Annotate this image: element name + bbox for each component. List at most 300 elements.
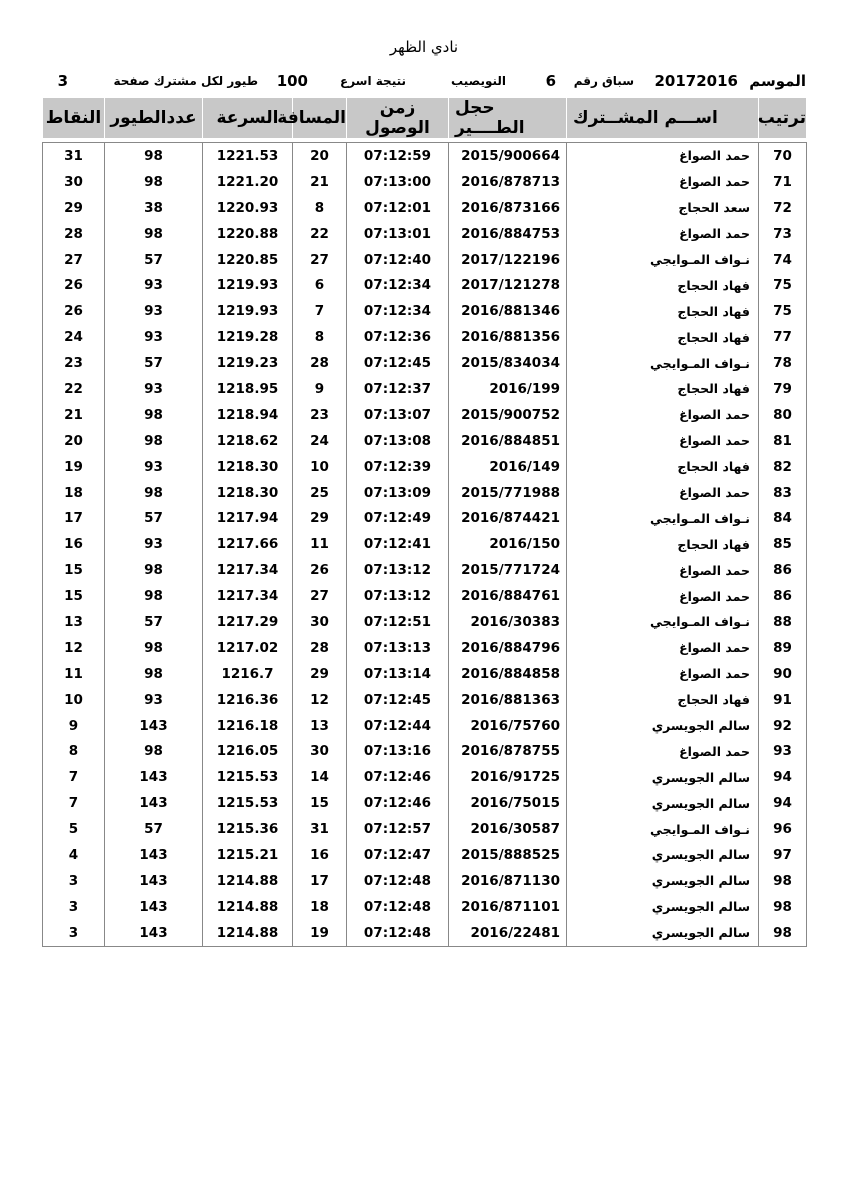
points-cell: 15	[43, 583, 105, 609]
birds-cell: 93	[105, 687, 203, 713]
points-cell: 3	[43, 868, 105, 894]
distance-cell: 28	[293, 350, 347, 376]
ring-cell: 2016/878713	[449, 169, 567, 195]
points-cell: 27	[43, 247, 105, 273]
arrival-time-cell: 07:12:46	[347, 790, 449, 816]
arrival-time-cell: 07:13:16	[347, 738, 449, 764]
speed-cell: 1218.30	[203, 480, 293, 506]
distance-cell: 25	[293, 480, 347, 506]
points-cell: 17	[43, 505, 105, 531]
ring-cell: 2016/199	[449, 376, 567, 402]
speed-cell: 1216.36	[203, 687, 293, 713]
distance-cell: 19	[293, 920, 347, 946]
rank-cell: 84	[759, 505, 807, 531]
table-row	[43, 402, 807, 428]
ring-cell: 2016/30587	[449, 816, 567, 842]
ring-cell: 2015/888525	[449, 842, 567, 868]
ring-cell: 2016/884796	[449, 635, 567, 661]
birds-cell: 98	[105, 480, 203, 506]
birds-cell: 98	[105, 428, 203, 454]
table-row	[43, 816, 807, 842]
member-name-cell: سالم الجويسري	[567, 868, 759, 894]
table-row	[43, 505, 807, 531]
distance-cell: 13	[293, 713, 347, 739]
distance-cell: 16	[293, 842, 347, 868]
distance-cell: 30	[293, 609, 347, 635]
speed-cell: 1214.88	[203, 894, 293, 920]
rank-cell: 97	[759, 842, 807, 868]
arrival-time-cell: 07:12:48	[347, 920, 449, 946]
rank-cell: 94	[759, 764, 807, 790]
birds-cell: 57	[105, 609, 203, 635]
distance-cell: 7	[293, 298, 347, 324]
speed-cell: 1218.62	[203, 428, 293, 454]
points-cell: 10	[43, 687, 105, 713]
table-row	[43, 454, 807, 480]
season-value: 20172016	[654, 72, 738, 90]
distance-cell: 21	[293, 169, 347, 195]
speed-cell: 1215.36	[203, 816, 293, 842]
ring-cell: 2016/30383	[449, 609, 567, 635]
points-cell: 8	[43, 738, 105, 764]
birds-cell: 98	[105, 635, 203, 661]
speed-cell: 1221.20	[203, 169, 293, 195]
col-birds: عددالطيور	[105, 98, 203, 139]
birds-cell: 143	[105, 842, 203, 868]
ring-cell: 2016/149	[449, 454, 567, 480]
birds-cell: 93	[105, 531, 203, 557]
birds-cell: 98	[105, 583, 203, 609]
arrival-time-cell: 07:13:01	[347, 221, 449, 247]
birds-cell: 98	[105, 738, 203, 764]
table-row	[43, 531, 807, 557]
ring-cell: 2016/884753	[449, 221, 567, 247]
points-cell: 18	[43, 480, 105, 506]
birds-cell: 93	[105, 298, 203, 324]
birds-cell: 98	[105, 221, 203, 247]
rank-cell: 94	[759, 790, 807, 816]
table-row	[43, 221, 807, 247]
speed-cell: 1215.21	[203, 842, 293, 868]
arrival-time-cell: 07:12:51	[347, 609, 449, 635]
rank-cell: 70	[759, 143, 807, 169]
member-name-cell: حمد الصواغ	[567, 143, 759, 169]
arrival-time-cell: 07:12:44	[347, 713, 449, 739]
rank-cell: 79	[759, 376, 807, 402]
arrival-time-cell: 07:13:14	[347, 661, 449, 687]
points-cell: 20	[43, 428, 105, 454]
col-ring: حجل الطــــير	[449, 98, 567, 139]
result-label: نتيجة اسرع	[340, 74, 406, 88]
birds-cell: 38	[105, 195, 203, 221]
arrival-time-cell: 07:12:01	[347, 195, 449, 221]
rank-cell: 98	[759, 894, 807, 920]
distance-cell: 9	[293, 376, 347, 402]
rank-cell: 98	[759, 868, 807, 894]
table-row	[43, 609, 807, 635]
rank-cell: 96	[759, 816, 807, 842]
member-name-cell: سالم الجويسري	[567, 713, 759, 739]
member-name-cell: حمد الصواغ	[567, 557, 759, 583]
member-name-cell: فهاد الحجاج	[567, 687, 759, 713]
rank-cell: 81	[759, 428, 807, 454]
speed-cell: 1216.7	[203, 661, 293, 687]
ring-cell: 2016/150	[449, 531, 567, 557]
distance-cell: 27	[293, 583, 347, 609]
table-row	[43, 298, 807, 324]
birds-cell: 57	[105, 505, 203, 531]
ring-cell: 2015/834034	[449, 350, 567, 376]
ring-cell: 2015/771988	[449, 480, 567, 506]
ring-cell: 2016/884851	[449, 428, 567, 454]
table-row	[43, 738, 807, 764]
points-cell: 21	[43, 402, 105, 428]
points-cell: 5	[43, 816, 105, 842]
member-name-cell: فهاد الحجاج	[567, 376, 759, 402]
arrival-time-cell: 07:12:36	[347, 324, 449, 350]
points-cell: 3	[43, 894, 105, 920]
rank-cell: 91	[759, 687, 807, 713]
member-name-cell: نـواف المـوايجي	[567, 350, 759, 376]
col-points: النقاط	[43, 98, 105, 139]
points-cell: 16	[43, 531, 105, 557]
member-name-cell: فهاد الحجاج	[567, 272, 759, 298]
arrival-time-cell: 07:12:34	[347, 272, 449, 298]
ring-cell: 2015/900752	[449, 402, 567, 428]
distance-cell: 12	[293, 687, 347, 713]
rank-cell: 90	[759, 661, 807, 687]
ring-cell: 2016/884761	[449, 583, 567, 609]
rank-cell: 72	[759, 195, 807, 221]
arrival-time-cell: 07:13:08	[347, 428, 449, 454]
table-row	[43, 350, 807, 376]
table-row	[43, 247, 807, 273]
rank-cell: 75	[759, 298, 807, 324]
table-row	[43, 661, 807, 687]
points-cell: 9	[43, 713, 105, 739]
ring-cell: 2016/874421	[449, 505, 567, 531]
points-cell: 31	[43, 143, 105, 169]
member-name-cell: حمد الصواغ	[567, 635, 759, 661]
col-distance: المسافة	[293, 98, 347, 139]
table-row	[43, 557, 807, 583]
speed-cell: 1214.88	[203, 868, 293, 894]
speed-cell: 1218.30	[203, 454, 293, 480]
table-row	[43, 842, 807, 868]
member-name-cell: حمد الصواغ	[567, 402, 759, 428]
arrival-time-cell: 07:12:59	[347, 143, 449, 169]
rank-cell: 71	[759, 169, 807, 195]
ring-cell: 2016/91725	[449, 764, 567, 790]
rank-cell: 86	[759, 557, 807, 583]
table-row	[43, 272, 807, 298]
table-row	[43, 143, 807, 169]
per-member-label: طيور لكل مشترك صفحة	[113, 74, 258, 88]
arrival-time-cell: 07:12:41	[347, 531, 449, 557]
speed-cell: 1220.85	[203, 247, 293, 273]
member-name-cell: حمد الصواغ	[567, 583, 759, 609]
member-name-cell: نـواف المـوايجي	[567, 609, 759, 635]
table-row	[43, 635, 807, 661]
speed-cell: 1215.53	[203, 790, 293, 816]
birds-cell: 143	[105, 713, 203, 739]
season-label: الموسم	[749, 72, 806, 90]
arrival-time-cell: 07:12:47	[347, 842, 449, 868]
speed-cell: 1220.88	[203, 221, 293, 247]
points-cell: 7	[43, 790, 105, 816]
points-cell: 15	[43, 557, 105, 583]
table-row	[43, 480, 807, 506]
speed-cell: 1218.94	[203, 402, 293, 428]
ring-cell: 2016/75760	[449, 713, 567, 739]
distance-cell: 22	[293, 221, 347, 247]
table-row	[43, 376, 807, 402]
birds-cell: 98	[105, 661, 203, 687]
member-name-cell: فهاد الحجاج	[567, 454, 759, 480]
member-name-cell: حمد الصواغ	[567, 738, 759, 764]
birds-cell: 143	[105, 868, 203, 894]
arrival-time-cell: 07:12:40	[347, 247, 449, 273]
arrival-time-cell: 07:12:57	[347, 816, 449, 842]
arrival-time-cell: 07:12:39	[347, 454, 449, 480]
table-row	[43, 713, 807, 739]
table-row	[43, 790, 807, 816]
ring-cell: 2016/75015	[449, 790, 567, 816]
ring-cell: 2017/122196	[449, 247, 567, 273]
points-cell: 28	[43, 221, 105, 247]
speed-cell: 1217.66	[203, 531, 293, 557]
birds-cell: 143	[105, 894, 203, 920]
rank-cell: 75	[759, 272, 807, 298]
birds-cell: 98	[105, 169, 203, 195]
speed-cell: 1220.93	[203, 195, 293, 221]
rank-cell: 92	[759, 713, 807, 739]
results-table	[42, 97, 807, 947]
ring-cell: 2016/873166	[449, 195, 567, 221]
birds-cell: 93	[105, 376, 203, 402]
birds-cell: 143	[105, 920, 203, 946]
points-cell: 26	[43, 298, 105, 324]
birds-cell: 93	[105, 324, 203, 350]
speed-cell: 1218.95	[203, 376, 293, 402]
distance-cell: 28	[293, 635, 347, 661]
points-cell: 29	[43, 195, 105, 221]
rank-cell: 74	[759, 247, 807, 273]
member-name-cell: سالم الجويسري	[567, 894, 759, 920]
arrival-time-cell: 07:12:49	[347, 505, 449, 531]
race-label: سباق رقم	[573, 74, 634, 88]
table-row	[43, 894, 807, 920]
points-cell: 7	[43, 764, 105, 790]
speed-cell: 1215.53	[203, 764, 293, 790]
birds-count: 100	[276, 72, 308, 90]
points-cell: 30	[43, 169, 105, 195]
rank-cell: 83	[759, 480, 807, 506]
ring-cell: 2016/871130	[449, 868, 567, 894]
rank-cell: 85	[759, 531, 807, 557]
birds-cell: 98	[105, 143, 203, 169]
arrival-time-cell: 07:12:34	[347, 298, 449, 324]
table-row	[43, 687, 807, 713]
speed-cell: 1217.94	[203, 505, 293, 531]
arrival-time-cell: 07:12:46	[347, 764, 449, 790]
points-cell: 23	[43, 350, 105, 376]
table-row	[43, 583, 807, 609]
distance-cell: 8	[293, 324, 347, 350]
arrival-time-cell: 07:12:45	[347, 350, 449, 376]
birds-cell: 98	[105, 557, 203, 583]
distance-cell: 8	[293, 195, 347, 221]
birds-cell: 143	[105, 790, 203, 816]
arrival-time-cell: 07:13:00	[347, 169, 449, 195]
ring-cell: 2017/121278	[449, 272, 567, 298]
rank-cell: 89	[759, 635, 807, 661]
birds-cell: 57	[105, 816, 203, 842]
member-name-cell: سالم الجويسري	[567, 790, 759, 816]
table-row	[43, 324, 807, 350]
member-name-cell: حمد الصواغ	[567, 221, 759, 247]
member-name-cell: حمد الصواغ	[567, 661, 759, 687]
rank-cell: 78	[759, 350, 807, 376]
race-location: النويصيب	[451, 74, 506, 88]
distance-cell: 29	[293, 505, 347, 531]
speed-cell: 1217.34	[203, 583, 293, 609]
table-row	[43, 868, 807, 894]
table-row	[43, 920, 807, 946]
member-name-cell: سالم الجويسري	[567, 764, 759, 790]
table-row	[43, 764, 807, 790]
table-row	[43, 195, 807, 221]
points-cell: 24	[43, 324, 105, 350]
ring-cell: 2016/878755	[449, 738, 567, 764]
member-name-cell: فهاد الحجاج	[567, 324, 759, 350]
speed-cell: 1219.23	[203, 350, 293, 376]
member-name-cell: حمد الصواغ	[567, 480, 759, 506]
speed-cell: 1219.93	[203, 272, 293, 298]
member-name-cell: سالم الجويسري	[567, 842, 759, 868]
member-name-cell: حمد الصواغ	[567, 428, 759, 454]
ring-cell: 2016/881356	[449, 324, 567, 350]
table-body	[43, 139, 807, 947]
arrival-time-cell: 07:13:07	[347, 402, 449, 428]
speed-cell: 1216.18	[203, 713, 293, 739]
points-cell: 4	[43, 842, 105, 868]
ring-cell: 2015/900664	[449, 143, 567, 169]
distance-cell: 26	[293, 557, 347, 583]
col-arrival-time: زمن الوصول	[347, 98, 449, 139]
rank-cell: 93	[759, 738, 807, 764]
distance-cell: 11	[293, 531, 347, 557]
arrival-time-cell: 07:13:09	[347, 480, 449, 506]
arrival-time-cell: 07:13:13	[347, 635, 449, 661]
distance-cell: 18	[293, 894, 347, 920]
birds-cell: 143	[105, 764, 203, 790]
points-cell: 26	[43, 272, 105, 298]
speed-cell: 1219.93	[203, 298, 293, 324]
arrival-time-cell: 07:13:12	[347, 557, 449, 583]
ring-cell: 2016/881346	[449, 298, 567, 324]
birds-cell: 93	[105, 454, 203, 480]
rank-cell: 88	[759, 609, 807, 635]
col-speed: السرعة	[203, 98, 293, 139]
speed-cell: 1217.34	[203, 557, 293, 583]
table-row	[43, 169, 807, 195]
arrival-time-cell: 07:12:48	[347, 894, 449, 920]
member-name-cell: فهاد الحجاج	[567, 531, 759, 557]
points-cell: 11	[43, 661, 105, 687]
ring-cell: 2015/771724	[449, 557, 567, 583]
member-name-cell: نـواف المـوايجي	[567, 247, 759, 273]
birds-cell: 57	[105, 350, 203, 376]
member-name-cell: سالم الجويسري	[567, 920, 759, 946]
rank-cell: 77	[759, 324, 807, 350]
member-name-cell: نـواف المـوايجي	[567, 816, 759, 842]
distance-cell: 20	[293, 143, 347, 169]
page-number: 3	[57, 72, 68, 90]
rank-cell: 82	[759, 454, 807, 480]
member-name-cell: نـواف المـوايجي	[567, 505, 759, 531]
birds-cell: 57	[105, 247, 203, 273]
points-cell: 12	[43, 635, 105, 661]
rank-cell: 80	[759, 402, 807, 428]
speed-cell: 1217.02	[203, 635, 293, 661]
distance-cell: 15	[293, 790, 347, 816]
speed-cell: 1216.05	[203, 738, 293, 764]
rank-cell: 86	[759, 583, 807, 609]
points-cell: 19	[43, 454, 105, 480]
distance-cell: 23	[293, 402, 347, 428]
distance-cell: 31	[293, 816, 347, 842]
rank-cell: 73	[759, 221, 807, 247]
member-name-cell: حمد الصواغ	[567, 169, 759, 195]
distance-cell: 17	[293, 868, 347, 894]
speed-cell: 1217.29	[203, 609, 293, 635]
col-rank: ترتيب	[759, 98, 807, 139]
race-number: 6	[545, 72, 556, 90]
race-info-bar	[44, 70, 806, 94]
table-row	[43, 428, 807, 454]
ring-cell: 2016/871101	[449, 894, 567, 920]
distance-cell: 10	[293, 454, 347, 480]
distance-cell: 27	[293, 247, 347, 273]
birds-cell: 98	[105, 402, 203, 428]
speed-cell: 1219.28	[203, 324, 293, 350]
member-name-cell: سعد الحجاج	[567, 195, 759, 221]
arrival-time-cell: 07:12:37	[347, 376, 449, 402]
birds-cell: 93	[105, 272, 203, 298]
table-header-row	[43, 98, 807, 139]
points-cell: 13	[43, 609, 105, 635]
points-cell: 3	[43, 920, 105, 946]
ring-cell: 2016/881363	[449, 687, 567, 713]
arrival-time-cell: 07:12:48	[347, 868, 449, 894]
speed-cell: 1221.53	[203, 143, 293, 169]
distance-cell: 29	[293, 661, 347, 687]
points-cell: 22	[43, 376, 105, 402]
member-name-cell: فهاد الحجاج	[567, 298, 759, 324]
arrival-time-cell: 07:12:45	[347, 687, 449, 713]
ring-cell: 2016/22481	[449, 920, 567, 946]
col-member: اســـم المشــترك	[567, 98, 759, 139]
ring-cell: 2016/884858	[449, 661, 567, 687]
speed-cell: 1214.88	[203, 920, 293, 946]
rank-cell: 98	[759, 920, 807, 946]
distance-cell: 30	[293, 738, 347, 764]
distance-cell: 6	[293, 272, 347, 298]
distance-cell: 14	[293, 764, 347, 790]
distance-cell: 24	[293, 428, 347, 454]
club-title: نادي الظهر	[389, 38, 459, 56]
